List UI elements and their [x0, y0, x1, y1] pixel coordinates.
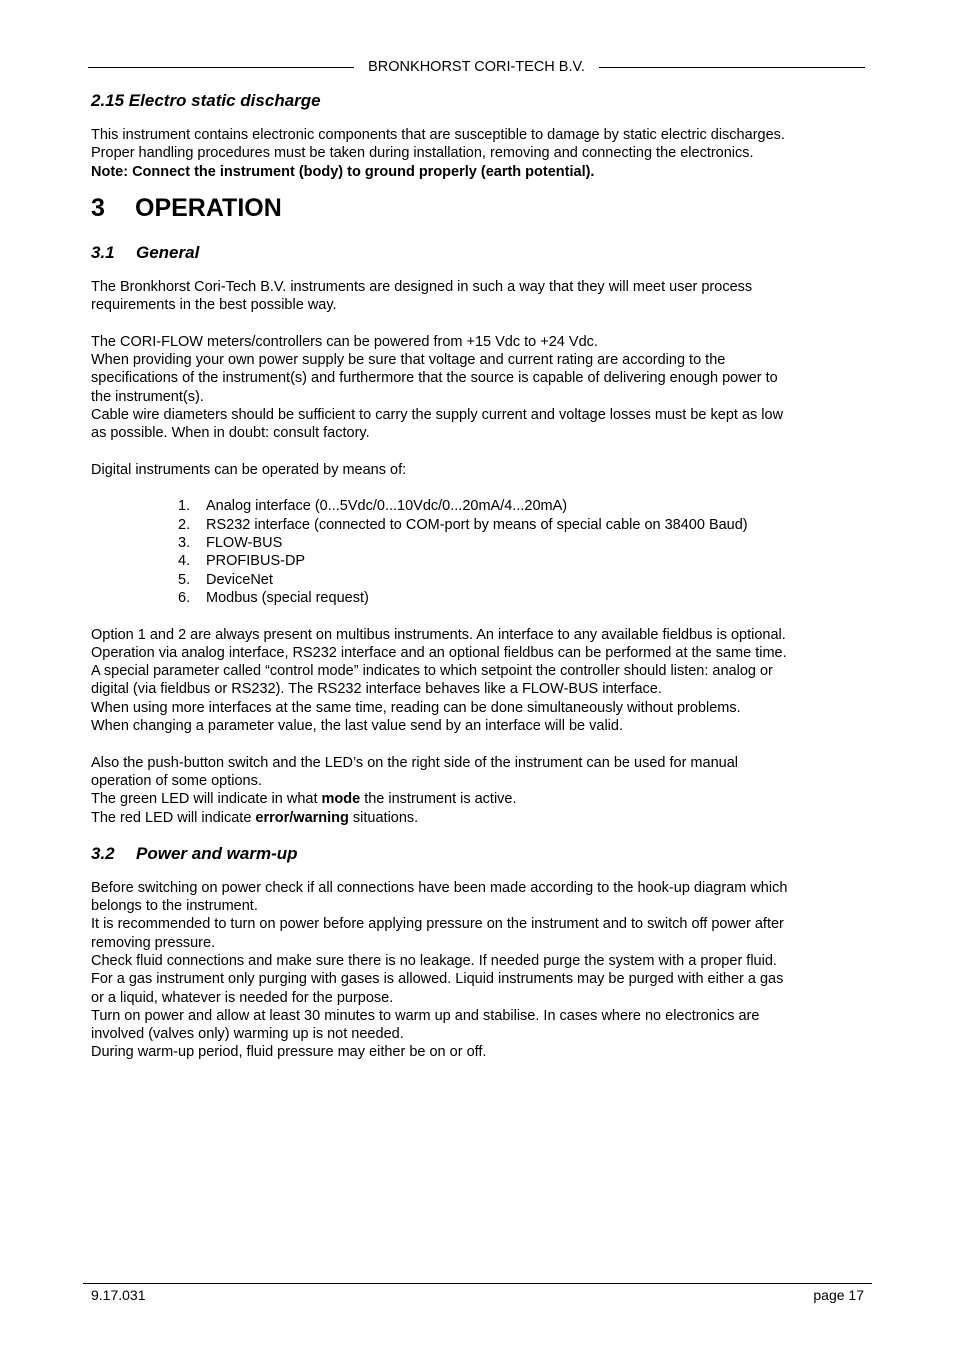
- text-line: the instrument(s).: [91, 388, 204, 405]
- text-line: Turn on power and allow at least 30 minutes to warm up and stabilise. In cases where no electronics are: [91, 1007, 760, 1024]
- esd-line-1: This instrument contains electronic components that are susceptible to damage by static electric discharges.: [91, 127, 785, 143]
- list-item: 2. RS232 interface (connected to COM-port by means of special cable on 38400 Baud): [178, 516, 748, 533]
- chapter-title: OPERATION: [135, 193, 282, 222]
- text-line: When providing your own power supply be sure that voltage and current rating are according to the: [91, 352, 726, 369]
- page-footer: [83, 1283, 872, 1303]
- text-line: For a gas instrument only purging with gases is allowed. Liquid instruments may be purged with either a gas: [91, 971, 784, 988]
- text-line: involved (valves only) warming up is not needed.: [91, 1026, 404, 1043]
- list-item: 1. Analog interface (0...5Vdc/0...10Vdc/0...20mA/4...20mA): [178, 498, 568, 515]
- red-led-line: The red LED will indicate error/warning situations.: [91, 809, 419, 826]
- section-heading-esd: 2.15 Electro static discharge: [91, 91, 321, 110]
- general-paragraph-2: [91, 607, 866, 827]
- section-heading-general: [91, 240, 866, 266]
- text-line: Check fluid connections and make sure there is no leakage. If needed purge the system with a proper fluid.: [91, 952, 777, 969]
- page-content: [91, 88, 866, 1062]
- text-line: The CORI-FLOW meters/controllers can be powered from +15 Vdc to +24 Vdc.: [91, 333, 598, 350]
- footer-doc-number: 9.17.031: [91, 1287, 146, 1303]
- text-line: operation of some options.: [91, 772, 262, 789]
- text-line: or a liquid, whatever is needed for the purpose.: [91, 989, 394, 1006]
- general-paragraph-1: [91, 278, 866, 498]
- section-title: Power and warm-up: [136, 843, 298, 863]
- esd-paragraph: [91, 126, 866, 181]
- header-company: BRONKHORST CORI-TECH B.V.: [368, 59, 585, 75]
- text-line: Option 1 and 2 are always present on multibus instruments. An interface to any available fieldbus is optional.: [91, 626, 786, 643]
- text-line: Cable wire diameters should be sufficient to carry the supply current and voltage losses must be kept as low: [91, 406, 784, 423]
- esd-line-2: Proper handling procedures must be taken during installation, removing and connecting the electronics.: [91, 145, 754, 162]
- footer-page-number: page 17: [813, 1287, 864, 1303]
- text-line: digital (via fieldbus or RS232). The RS232 interface behaves like a FLOW-BUS interface.: [91, 681, 662, 698]
- text-line: When using more interfaces at the same time, reading can be done simultaneously without problems.: [91, 699, 741, 716]
- page-header: [88, 57, 865, 77]
- text-line: as possible. When in doubt: consult factory.: [91, 425, 370, 442]
- text-line: Operation via analog interface, RS232 interface and an optional fieldbus can be performed at the same time.: [91, 644, 787, 661]
- interface-list: [91, 497, 866, 607]
- list-item: 6. Modbus (special request): [178, 589, 369, 606]
- text-line: When changing a parameter value, the last value send by an interface will be valid.: [91, 718, 623, 735]
- header-rule-left: [88, 67, 354, 68]
- text-line: belongs to the instrument.: [91, 898, 258, 915]
- text-line: Before switching on power check if all connections have been made according to the hook-up diagram which: [91, 879, 788, 896]
- power-paragraph: [91, 879, 866, 1062]
- text-line: removing pressure.: [91, 934, 216, 951]
- text-line: It is recommended to turn on power before applying pressure on the instrument and to switch off power after: [91, 916, 784, 933]
- header-rule-right: [599, 67, 865, 68]
- text-line: During warm-up period, fluid pressure may either be on or off.: [91, 1044, 487, 1061]
- text-line: Digital instruments can be operated by means of:: [91, 461, 407, 478]
- section-number: 3.1: [91, 242, 115, 262]
- esd-note: Note: Connect the instrument (body) to ground properly (earth potential).: [91, 163, 595, 180]
- chapter-heading-operation: [91, 193, 866, 223]
- list-item: 5. DeviceNet: [178, 571, 273, 588]
- text-line: The Bronkhorst Cori-Tech B.V. instruments are designed in such a way that they will meet user process: [91, 278, 753, 295]
- text-line: specifications of the instrument(s) and furthermore that the source is capable of delivering enough power to: [91, 370, 778, 387]
- chapter-number: 3: [91, 193, 105, 222]
- text-line: requirements in the best possible way.: [91, 297, 337, 314]
- list-item: 4. PROFIBUS-DP: [178, 553, 306, 570]
- list-item: 3. FLOW-BUS: [178, 535, 283, 552]
- section-number: 3.2: [91, 843, 115, 863]
- text-line: A special parameter called “control mode” indicates to which setpoint the controller should listen: analog or: [91, 663, 773, 680]
- section-title: General: [136, 242, 200, 262]
- section-heading-power: [91, 841, 866, 867]
- green-led-line: The green LED will indicate in what mode the instrument is active.: [91, 791, 517, 808]
- text-line: Also the push-button switch and the LED’s on the right side of the instrument can be used for manual: [91, 754, 738, 771]
